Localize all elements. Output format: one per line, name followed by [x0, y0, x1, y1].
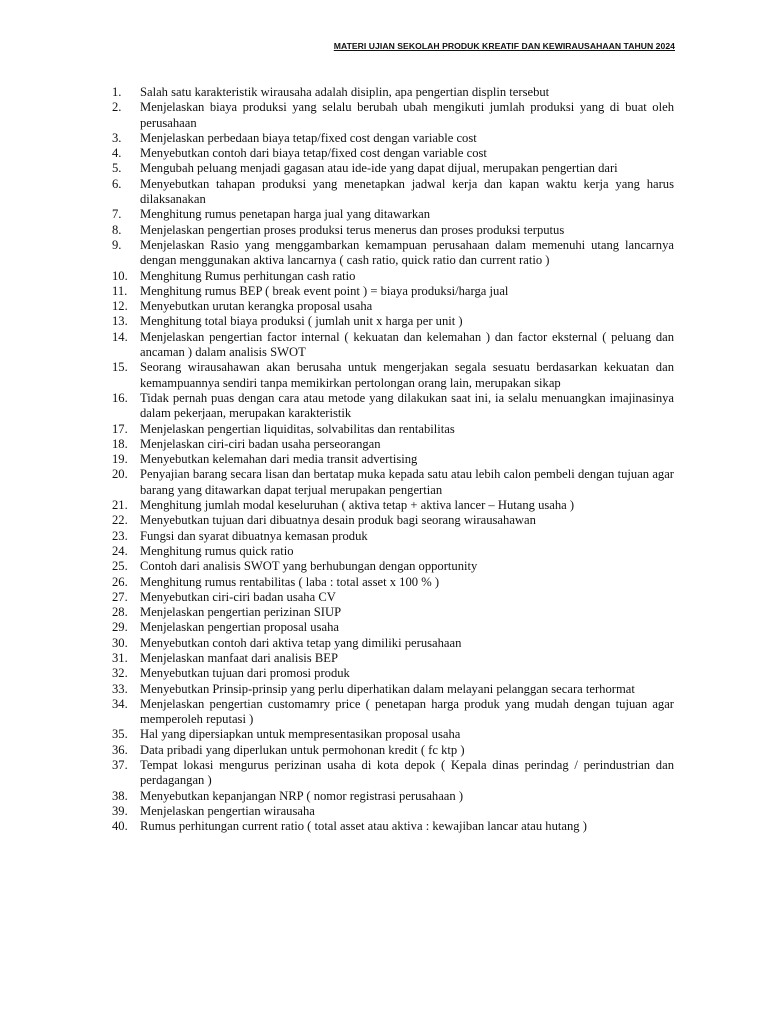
list-item: [112, 590, 674, 605]
list-item-text: Menyebutkan tujuan dari dibuatnya desain produk bagi seorang wirausahawan: [140, 513, 536, 528]
list-item: [112, 299, 674, 314]
list-item: [112, 330, 674, 361]
list-item: [112, 223, 674, 238]
list-item-number: 20.: [112, 467, 128, 482]
list-item-text: Menjelaskan pengertian proses produksi terus menerus dan proses produksi terputus: [140, 222, 565, 237]
list-item: [112, 636, 674, 651]
list-item-number: 7.: [112, 207, 122, 222]
list-item-text: Menyebutkan Prinsip-prinsip yang perlu diperhatikan dalam melayani pelanggan secara terhormat: [140, 681, 635, 696]
list-item: [112, 437, 674, 452]
document-header: MATERI UJIAN SEKOLAH PRODUK KREATIF DAN KEWIRAUSAHAAN TAHUN 2024: [333, 41, 675, 51]
list-item-text: Menghitung jumlah modal keseluruhan ( aktiva tetap + aktiva lancer – Hutang usaha ): [140, 498, 575, 513]
list-item-text: Menghitung Rumus perhitungan cash ratio: [140, 268, 356, 283]
list-item-number: 40.: [112, 819, 128, 834]
list-item: [112, 789, 674, 804]
list-item-number: 38.: [112, 788, 128, 803]
list-item-text: Menyebutkan kelemahan dari media transit advertising: [140, 452, 418, 467]
list-item-number: 24.: [112, 543, 128, 558]
list-item-number: 27.: [112, 589, 128, 604]
list-item: [112, 391, 674, 422]
list-item-text: Menjelaskan biaya produksi yang selalu berubah ubah mengikuti jumlah produksi yang di buat oleh perusahaan: [140, 100, 674, 130]
list-item: [112, 620, 674, 635]
list-item: [112, 651, 674, 666]
list-item-number: 35.: [112, 727, 128, 742]
list-item-number: 26.: [112, 574, 128, 589]
list-item: [112, 422, 674, 437]
list-item: [112, 727, 674, 742]
list-item-number: 14.: [112, 329, 128, 344]
list-item-number: 25.: [112, 559, 128, 574]
list-item-number: 4.: [112, 146, 122, 161]
list-item: [112, 666, 674, 681]
list-item-text: Penyajian barang secara lisan dan bertatap muka kepada satu atau lebih calon pembeli dengan tujuan agar barang yang ditawarkan dapat terjual merupakan pengertian: [140, 467, 674, 497]
list-item: [112, 177, 674, 208]
list-item: [112, 467, 674, 498]
list-item-number: 32.: [112, 666, 128, 681]
list-item: [112, 314, 674, 329]
list-item: [112, 100, 674, 131]
list-item-number: 12.: [112, 299, 128, 314]
list-item-text: Menjelaskan pengertian factor internal ( kekuatan dan kelemahan ) dan factor eksternal ( peluang dan ancaman ) dalam analisis SWOT: [140, 329, 674, 360]
list-item: [112, 758, 674, 789]
list-item: [112, 131, 674, 146]
list-item-text: Rumus perhitungan current ratio ( total asset atau aktiva : kewajiban lancar atau hutang ): [140, 819, 587, 834]
list-item: [112, 207, 674, 222]
list-item: [112, 819, 674, 834]
list-item-text: Menjelaskan pengertian perizinan SIUP: [140, 605, 342, 620]
list-item: [112, 161, 674, 176]
list-item-number: 16.: [112, 390, 128, 405]
list-item-text: Menghitung rumus quick ratio: [140, 543, 294, 558]
list-item-number: 18.: [112, 436, 128, 451]
list-item-number: 13.: [112, 314, 128, 329]
list-item: [112, 284, 674, 299]
list-item-text: Data pribadi yang diperlukan untuk permohonan kredit ( fc ktp ): [140, 742, 465, 757]
list-item-number: 1.: [112, 85, 122, 99]
list-item-number: 9.: [112, 237, 122, 252]
list-item: [112, 559, 674, 574]
list-item-text: Menjelaskan pengertian proposal usaha: [140, 620, 339, 635]
list-item-text: Tidak pernah puas dengan cara atau metode yang dilakukan saat ini, ia selalu menuangkan imajinasinya dalam pekerjaan, merupakan karakteristik: [140, 390, 674, 421]
list-item-number: 30.: [112, 635, 128, 650]
list-item-text: Menghitung rumus penetapan harga jual yang ditawarkan: [140, 207, 431, 222]
list-item-number: 22.: [112, 513, 128, 528]
list-item-number: 3.: [112, 130, 122, 145]
list-item: [112, 238, 674, 269]
list-item-text: Menyebutkan contoh dari aktiva tetap yang dimiliki perusahaan: [140, 635, 462, 650]
list-item: [112, 146, 674, 161]
list-item-number: 36.: [112, 742, 128, 757]
question-list: [112, 85, 674, 835]
list-item: [112, 452, 674, 467]
list-item-text: Menyebutkan tahapan produksi yang menetapkan jadwal kerja dan kapan waktu kerja yang harus dilaksanakan: [140, 176, 674, 207]
list-item: [112, 360, 674, 391]
list-item: [112, 697, 674, 728]
list-item-number: 39.: [112, 803, 128, 818]
list-item-text: Menghitung rumus rentabilitas ( laba : total asset x 100 % ): [140, 574, 440, 589]
list-item-number: 6.: [112, 176, 122, 191]
list-item: [112, 498, 674, 513]
list-item-number: 11.: [112, 283, 128, 298]
list-item-number: 15.: [112, 360, 128, 375]
list-item-number: 8.: [112, 222, 122, 237]
list-item-text: Tempat lokasi mengurus perizinan usaha di kota depok ( Kepala dinas perindag / perindustrian dan perdagangan ): [140, 758, 674, 788]
list-item-number: 34.: [112, 696, 128, 711]
list-item-text: Salah satu karakteristik wirausaha adalah disiplin, apa pengertian displin tersebut: [140, 85, 550, 99]
list-item-number: 31.: [112, 650, 128, 665]
list-item-number: 2.: [112, 100, 122, 115]
list-item: [112, 513, 674, 528]
list-item-text: Seorang wirausahawan akan berusaha untuk mengerjakan segala sesuatu berdasarkan kekuatan dan kemampuannya sendiri tanpa memikirkan pertolongan orang lain, merupakan sikap: [140, 360, 674, 390]
list-item-text: Fungsi dan syarat dibuatnya kemasan produk: [140, 528, 368, 543]
list-item-text: Menyebutkan ciri-ciri badan usaha CV: [140, 589, 336, 604]
list-item-text: Mengubah peluang menjadi gagasan atau ide-ide yang dapat dijual, merupakan pengertian dari: [140, 161, 618, 176]
list-item-number: 23.: [112, 528, 128, 543]
list-item-text: Contoh dari analisis SWOT yang berhubungan dengan opportunity: [140, 559, 478, 574]
list-item: [112, 85, 674, 100]
list-item-number: 19.: [112, 452, 128, 467]
list-item: [112, 575, 674, 590]
list-item-number: 33.: [112, 681, 128, 696]
list-item: [112, 804, 674, 819]
list-item-text: Menghitung total biaya produksi ( jumlah unit x harga per unit ): [140, 314, 463, 329]
list-item-number: 28.: [112, 605, 128, 620]
list-item-number: 10.: [112, 268, 128, 283]
list-item: [112, 743, 674, 758]
list-item-text: Menjelaskan ciri-ciri badan usaha perseorangan: [140, 436, 381, 451]
list-item-text: Menjelaskan manfaat dari analisis BEP: [140, 650, 338, 665]
list-item-number: 21.: [112, 498, 128, 513]
list-item-text: Hal yang dipersiapkan untuk mempresentasikan proposal usaha: [140, 727, 461, 742]
list-item-text: Menyebutkan kepanjangan NRP ( nomor registrasi perusahaan ): [140, 788, 464, 803]
list-item-text: Menjelaskan pengertian customamry price ( penetapan harga produk yang mudah dengan tujuan agar memperoleh reputasi ): [140, 696, 674, 727]
list-item-number: 5.: [112, 161, 122, 176]
list-item-number: 29.: [112, 620, 128, 635]
list-item-text: Menjelaskan perbedaan biaya tetap/fixed cost dengan variable cost: [140, 130, 477, 145]
list-item-text: Menyebutkan urutan kerangka proposal usaha: [140, 299, 373, 314]
list-item-text: Menyebutkan tujuan dari promosi produk: [140, 666, 350, 681]
list-item-text: Menjelaskan Rasio yang menggambarkan kemampuan perusahaan dalam memenuhi utang lancarnya dengan menggunakan aktiva lancarnya ( cash ratio, quick ratio dan current ratio ): [140, 237, 674, 268]
list-item-number: 17.: [112, 421, 128, 436]
list-item-text: Menyebutkan contoh dari biaya tetap/fixed cost dengan variable cost: [140, 146, 487, 161]
list-item-number: 37.: [112, 758, 128, 773]
list-item: [112, 269, 674, 284]
list-item-text: Menjelaskan pengertian liquiditas, solvabilitas dan rentabilitas: [140, 421, 455, 436]
list-item: [112, 605, 674, 620]
list-item-text: Menjelaskan pengertian wirausaha: [140, 803, 315, 818]
list-item: [112, 544, 674, 559]
list-item-text: Menghitung rumus BEP ( break event point ) = biaya produksi/harga jual: [140, 283, 509, 298]
list-item: [112, 529, 674, 544]
list-item: [112, 682, 674, 697]
